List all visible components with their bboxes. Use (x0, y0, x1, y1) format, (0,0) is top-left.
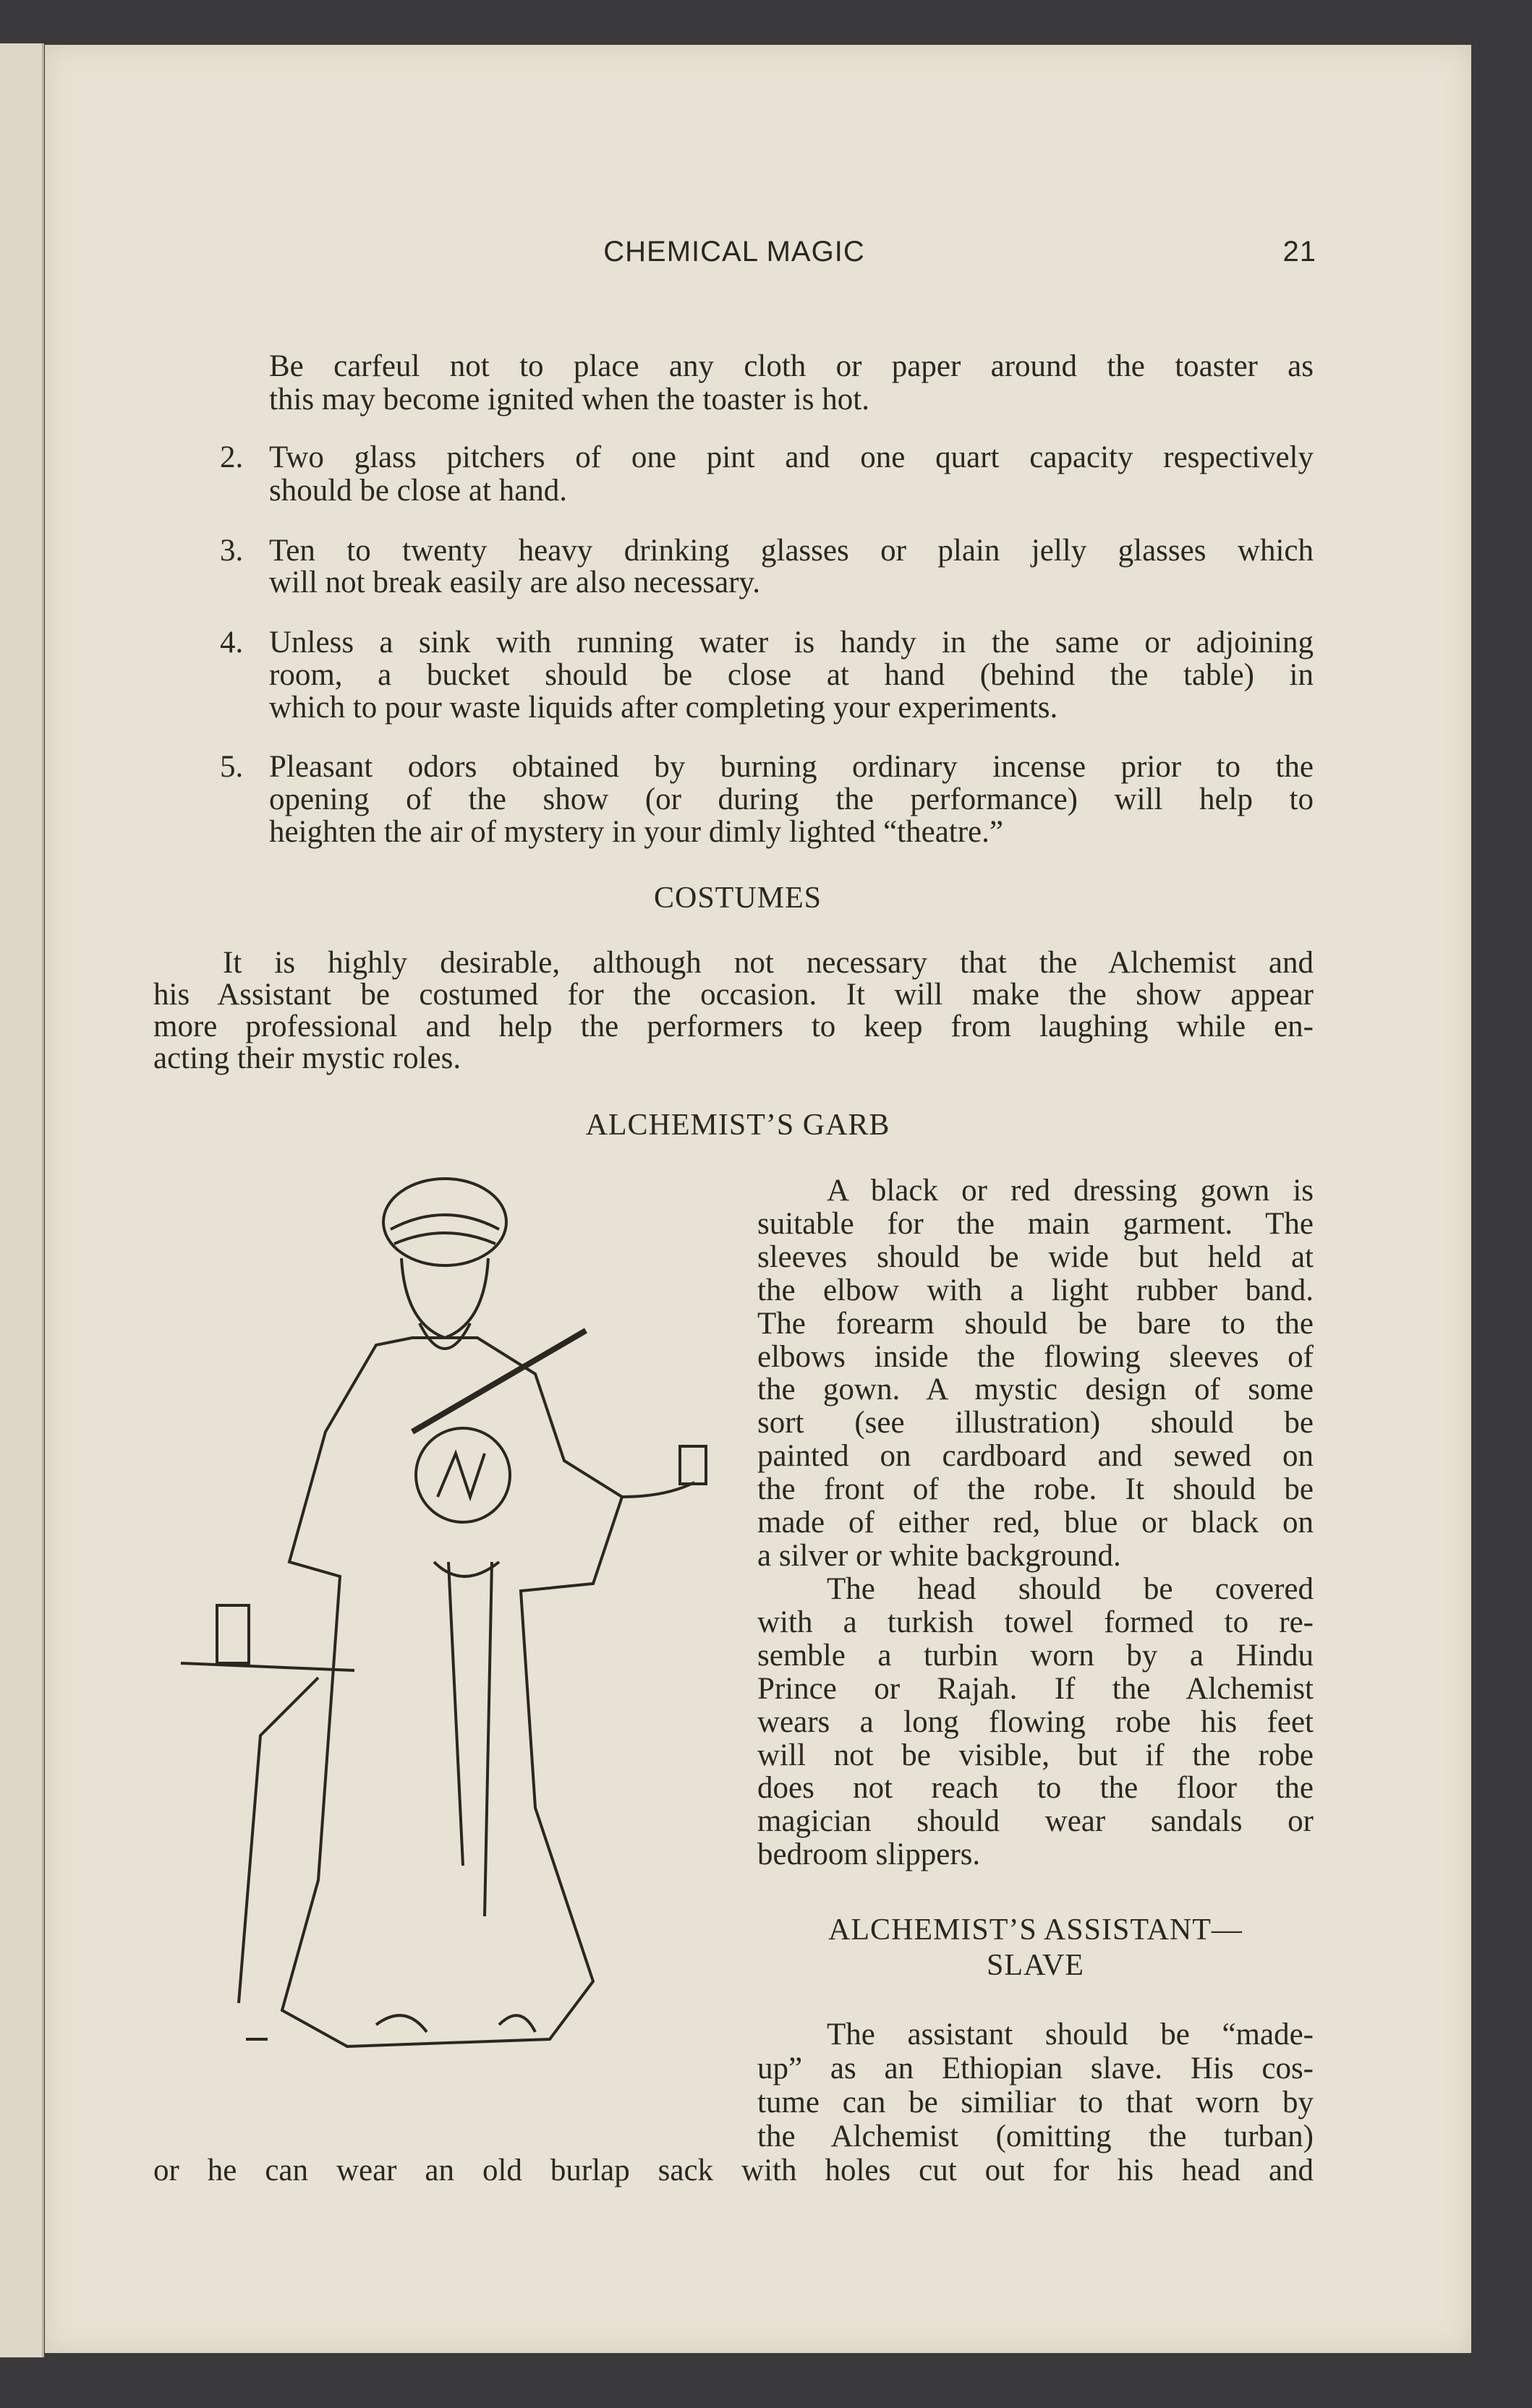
text-line: more professional and help the performers to keep from laughing while en- (153, 1009, 1314, 1043)
section-heading-costumes: COSTUMES (653, 881, 822, 915)
text-line: semble a turbin worn by a Hindu (757, 1638, 1314, 1673)
text-line: made of either red, blue or black on (757, 1506, 1314, 1540)
text-line: does not reach to the floor the (757, 1771, 1314, 1806)
face (401, 1258, 488, 1338)
list-number: 3. (220, 534, 244, 568)
text-line: elbows inside the flowing sleeves of (757, 1339, 1314, 1374)
text-line: with a turkish towel formed to re- (757, 1605, 1314, 1639)
text-line: wears a long flowing robe his feet (757, 1704, 1314, 1739)
text-line: up” as an Ethiopian slave. His cos- (757, 2052, 1314, 2085)
text-line: room, a bucket should be close at hand (behind the table) in (269, 658, 1314, 692)
list-item (269, 441, 1314, 508)
text-line: this may become ignited when the toaster is hot. (269, 383, 869, 417)
text-line: should be close at hand. (269, 474, 567, 508)
text-line: bedroom slippers. (757, 1837, 981, 1872)
table-edge (181, 1663, 354, 1670)
jar-icon (217, 1605, 249, 1663)
section-heading-assistant (757, 1913, 1314, 1984)
text-line: It is highly desirable, although not necessary that the Alchemist and (223, 946, 1314, 980)
text-line: magician should wear sandals or (757, 1804, 1314, 1839)
text-line: suitable for the main garment. The (757, 1206, 1314, 1241)
text-line: which to pour waste liquids after completing your experiments. (269, 691, 1058, 725)
text-line: Pleasant odors obtained by burning ordinary incense prior to the (269, 750, 1314, 784)
glass-icon (680, 1446, 706, 1484)
list-item (269, 626, 1314, 724)
garb-paragraph-2 (757, 1573, 1314, 1871)
text-line: A black or red dressing gown is (827, 1174, 1314, 1208)
text-line: tume can be similiar to that worn by (757, 2085, 1314, 2119)
section-heading-garb: ALCHEMIST’S GARB (585, 1109, 890, 1142)
list-item (269, 751, 1314, 848)
assistant-paragraph (757, 2018, 1314, 2153)
text-line: The assistant should be “made- (827, 2018, 1314, 2052)
text-line: Prince or Rajah. If the Alchemist (757, 1671, 1314, 1706)
text-line: Ten to twenty heavy drinking glasses or plain jelly glasses which (269, 534, 1314, 568)
text-line: Two glass pitchers of one pint and one quart capacity respectively (269, 440, 1314, 474)
heading-line: ALCHEMIST’S ASSISTANT— (828, 1913, 1243, 1947)
left-page-edge (0, 43, 44, 2357)
text-line: sort (see illustration) should be (757, 1406, 1314, 1440)
text-line: painted on cardboard and sewed on (757, 1439, 1314, 1474)
text-line: the elbow with a light rubber band. (757, 1273, 1314, 1307)
alchemist-illustration (159, 1157, 738, 2112)
text-line: a silver or white background. (757, 1538, 1121, 1573)
text-line: the gown. A mystic design of some (757, 1372, 1314, 1407)
page-number: 21 (1282, 236, 1316, 268)
text-line: Be carfeul not to place any cloth or paper around the toaster as (269, 349, 1314, 383)
list-number: 2. (220, 440, 244, 474)
text-line: or he can wear an old burlap sack with holes cut out for his head and (153, 2153, 1314, 2187)
garb-paragraph-1 (757, 1174, 1314, 1573)
text-line: The head should be covered (827, 1572, 1314, 1606)
text-line: opening of the show (or during the performance) will help to (269, 782, 1314, 816)
text-line: The forearm should be bare to the (757, 1306, 1314, 1341)
text-line: acting their mystic roles. (153, 1041, 461, 1075)
heading-line: SLAVE (987, 1949, 1084, 1982)
robe (282, 1338, 622, 2046)
text-line: the front of the robe. It should be (757, 1472, 1314, 1507)
list-number: 5. (220, 750, 244, 784)
intro-paragraph (269, 350, 1314, 417)
assistant-paragraph-continuation (153, 2153, 1314, 2187)
running-header-title: CHEMICAL MAGIC (603, 236, 865, 268)
text-line: will not break easily are also necessary. (269, 565, 760, 599)
text-line: his Assistant be costumed for the occasion. It will make the show appear (153, 978, 1314, 1012)
turban-icon (383, 1179, 506, 1265)
text-line: sleeves should be wide but held at (757, 1239, 1314, 1274)
text-line: Unless a sink with running water is handy in the same or adjoining (269, 626, 1314, 659)
text-line: the Alchemist (omitting the turban) (757, 2119, 1314, 2153)
list-item (269, 535, 1314, 599)
costumes-paragraph (153, 947, 1314, 1075)
list-number: 4. (220, 626, 244, 659)
text-line: will not be visible, but if the robe (757, 1738, 1314, 1772)
text-line: heighten the air of mystery in your dimly lighted “theatre.” (269, 815, 1003, 849)
